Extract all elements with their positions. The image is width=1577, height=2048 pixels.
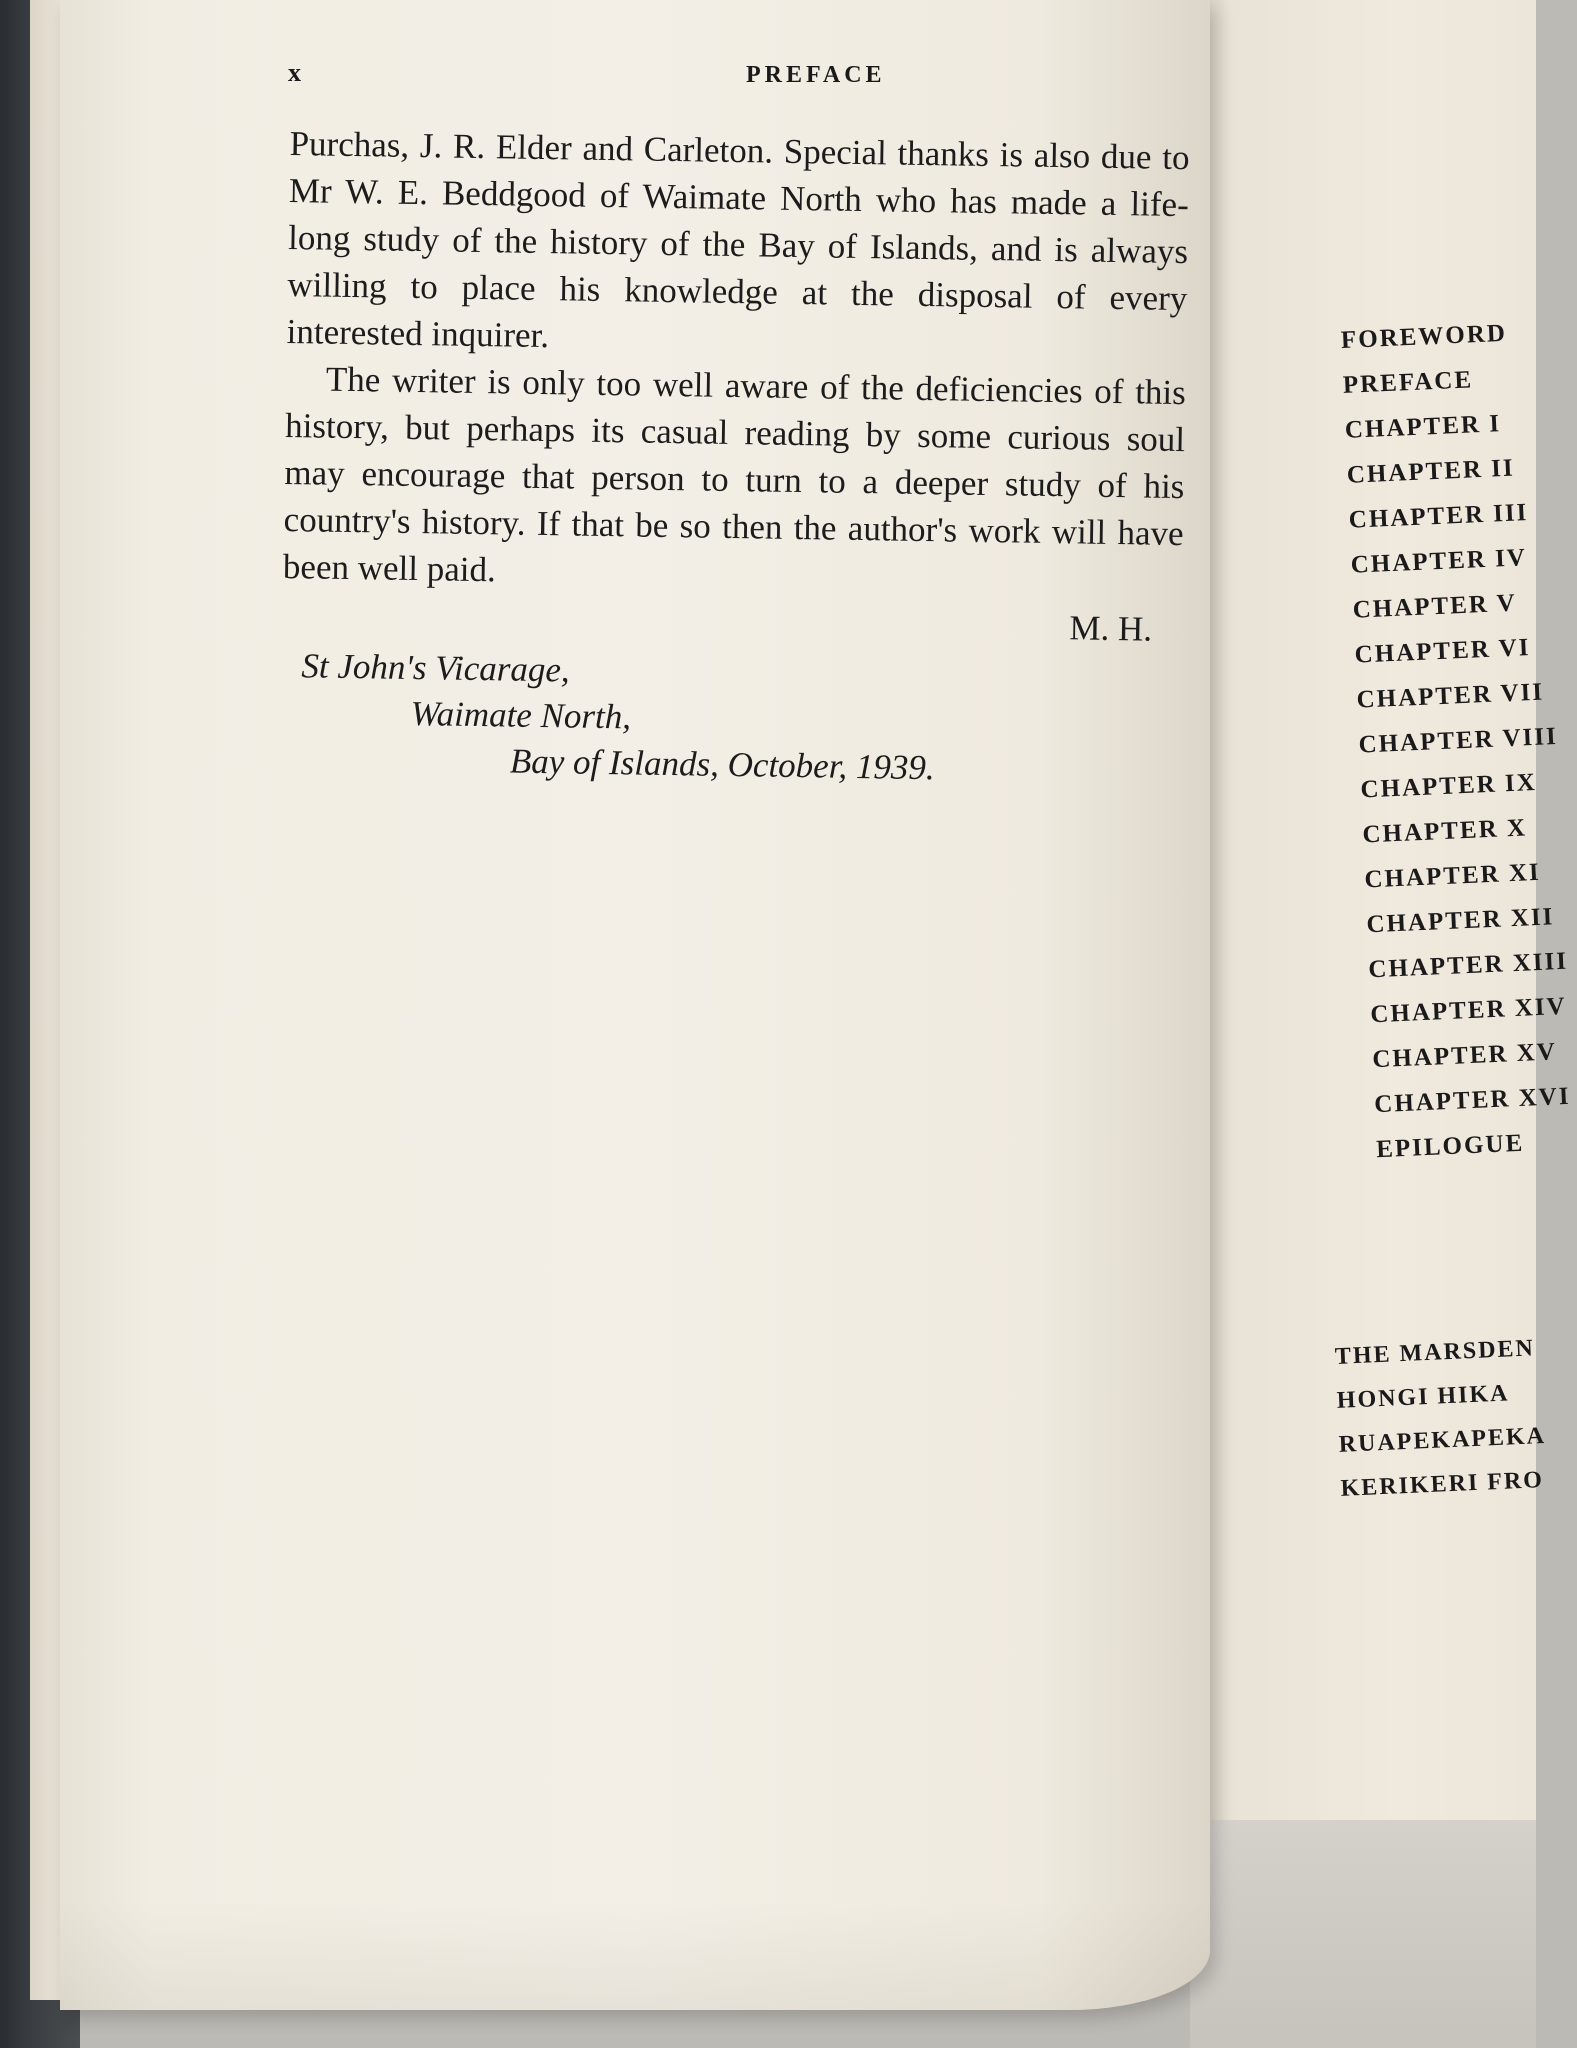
address-line-2: Waimate North,	[410, 693, 632, 737]
address-line-3: Bay of Islands, October, 1939.	[509, 741, 936, 788]
contents-item: CHAPTER XV	[1371, 1038, 1558, 1074]
contents-item: CHAPTER IX	[1360, 768, 1538, 804]
preface-body	[280, 120, 1190, 795]
contents-item: CHAPTER XI	[1363, 858, 1542, 894]
contents-item: CHAPTER XIII	[1367, 947, 1569, 984]
running-head: PREFACE	[746, 62, 886, 88]
address-line-1: St John's Vicarage,	[301, 646, 571, 690]
signature-address	[280, 643, 1182, 795]
contents-item: CHAPTER III	[1348, 498, 1529, 534]
illustration-item: HONGI HIKA	[1336, 1380, 1510, 1414]
contents-item: CHAPTER VII	[1356, 678, 1545, 714]
contents-item: CHAPTER VI	[1354, 634, 1531, 669]
contents-item: CHAPTER XVI	[1373, 1082, 1572, 1119]
contents-item: CHAPTER X	[1361, 814, 1528, 849]
contents-item: PREFACE	[1342, 366, 1474, 399]
illustrations-list	[1334, 1326, 1547, 1511]
contents-item: CHAPTER II	[1346, 454, 1516, 489]
preface-paragraph-2: The writer is only too well aware of the deficiencies of this history, but perhaps its casual reading by some curious soul may encourage that person to turn to a deeper study of his country's history. If that be so then the author's work will have been well paid.	[282, 359, 1187, 590]
contents-list	[1340, 309, 1573, 1172]
page-number: x	[288, 58, 302, 87]
contents-item: EPILOGUE	[1375, 1129, 1525, 1164]
contents-item: CHAPTER V	[1352, 589, 1518, 624]
contents-item: CHAPTER I	[1344, 410, 1502, 444]
illustration-item: KERIKERI FRO	[1340, 1466, 1545, 1502]
illustration-item: THE MARSDEN	[1334, 1335, 1536, 1370]
contents-item: CHAPTER XIV	[1369, 992, 1568, 1029]
contents-item: CHAPTER IV	[1350, 544, 1528, 579]
author-initials: M. H.	[1069, 608, 1153, 649]
contents-item: CHAPTER XII	[1365, 903, 1555, 939]
illustration-item: RUAPEKAPEKA	[1338, 1422, 1547, 1458]
page-header	[60, 58, 1210, 98]
contents-item: CHAPTER VIII	[1358, 722, 1559, 759]
contents-item: FOREWORD	[1340, 319, 1508, 354]
table-surface	[1190, 1820, 1536, 2048]
preface-paragraph-1: Purchas, J. R. Elder and Carleton. Special thanks is also due to Mr W. E. Beddgood of Waimate North who has made a life-long study of the history of the Bay of Islands, and is always willing to place his knowledge at the disposal of every interested inquirer.	[286, 123, 1190, 356]
